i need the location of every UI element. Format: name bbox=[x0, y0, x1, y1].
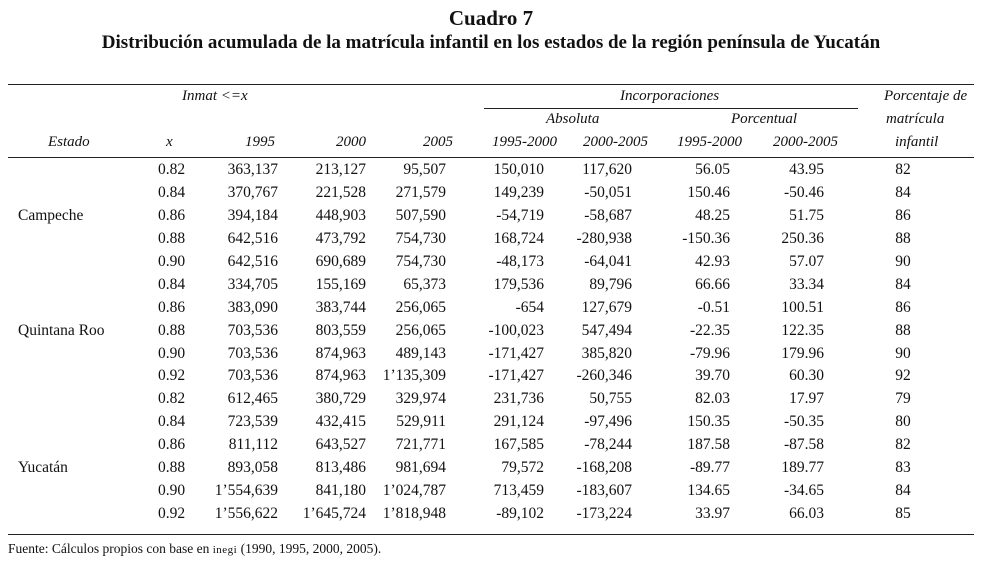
table-row bbox=[8, 342, 974, 365]
state-name bbox=[8, 502, 158, 525]
cell-value-1995: 703,536 bbox=[227, 367, 278, 385]
header-inmat: Inmat <=x bbox=[182, 88, 248, 104]
cell-abs-2000-2005: -97,496 bbox=[584, 413, 632, 431]
state-name bbox=[8, 159, 158, 182]
cell-abs-2000-2005: 50,755 bbox=[589, 390, 632, 408]
cell-value-2000: 874,963 bbox=[315, 367, 366, 385]
cell-pct-1995-2000: -89.77 bbox=[689, 459, 730, 477]
state-name bbox=[8, 365, 158, 388]
state-name: Yucatán bbox=[18, 459, 68, 477]
cell-porcentaje-matricula: 80 bbox=[895, 413, 911, 431]
cell-pct-2000-2005: 43.95 bbox=[789, 161, 824, 179]
header-abs-2000-2005: 2000-2005 bbox=[583, 134, 648, 150]
cell-value-2000: 1’645,724 bbox=[302, 504, 366, 522]
cell-abs-1995-2000: 167,585 bbox=[493, 436, 544, 454]
state-name bbox=[8, 411, 158, 434]
table-row bbox=[8, 205, 974, 228]
cell-value-1995: 703,536 bbox=[227, 344, 278, 362]
table-row bbox=[8, 411, 974, 434]
cell-value-2000: 813,486 bbox=[315, 459, 366, 477]
cell-porcentaje-matricula: 82 bbox=[895, 161, 911, 179]
incorporaciones-rule bbox=[484, 108, 858, 109]
cell-pct-2000-2005: 51.75 bbox=[789, 207, 824, 225]
table-row bbox=[8, 502, 974, 525]
cell-value-2000: 690,689 bbox=[315, 253, 366, 270]
cell-value-1995: 370,767 bbox=[227, 184, 278, 202]
cell-abs-2000-2005: -173,224 bbox=[576, 504, 632, 522]
cell-value-1995: 334,705 bbox=[227, 275, 278, 293]
cell-value-1995: 893,058 bbox=[227, 459, 278, 477]
cell-pct-2000-2005: 66.03 bbox=[789, 504, 824, 522]
cell-value-2005: 754,730 bbox=[395, 230, 446, 248]
cell-value-1995: 612,465 bbox=[227, 390, 278, 408]
cell-abs-1995-2000: 150,010 bbox=[493, 161, 544, 179]
cell-value-2005: 256,065 bbox=[395, 298, 446, 316]
cell-pct-2000-2005: 60.30 bbox=[789, 367, 824, 385]
cell-abs-1995-2000: -54,719 bbox=[496, 207, 544, 225]
header-absoluta: Absoluta bbox=[546, 111, 600, 127]
table-row bbox=[8, 319, 974, 342]
cell-abs-1995-2000: -89,102 bbox=[496, 504, 544, 522]
cell-abs-2000-2005: -58,687 bbox=[584, 207, 632, 225]
table-row bbox=[8, 228, 974, 251]
cell-pct-1995-2000: 150.35 bbox=[687, 413, 730, 431]
cell-value-2005: 754,730 bbox=[395, 253, 446, 270]
cell-value-1995: 394,184 bbox=[227, 207, 278, 225]
cell-pct-1995-2000: 48.25 bbox=[695, 207, 730, 225]
cell-abs-1995-2000: -100,023 bbox=[488, 321, 544, 339]
cell-value-2005: 981,694 bbox=[395, 459, 446, 477]
cell-abs-1995-2000: -171,427 bbox=[488, 367, 544, 385]
cell-pct-2000-2005: 179.96 bbox=[781, 344, 824, 362]
cell-porcentaje-matricula: 88 bbox=[895, 230, 911, 248]
cell-abs-1995-2000: -171,427 bbox=[488, 344, 544, 362]
cell-pct-2000-2005: -87.58 bbox=[783, 436, 824, 454]
header-porcentual: Porcentual bbox=[731, 111, 798, 127]
cell-value-2000: 841,180 bbox=[315, 481, 366, 499]
cell-pct-1995-2000: -0.51 bbox=[697, 298, 730, 316]
cell-pct-1995-2000: -79.96 bbox=[689, 344, 730, 362]
cell-value-2000: 473,792 bbox=[315, 230, 366, 248]
cell-abs-2000-2005: -64,041 bbox=[584, 253, 632, 270]
cell-abs-2000-2005: -183,607 bbox=[576, 481, 632, 499]
cell-value-2005: 1’135,309 bbox=[382, 367, 446, 385]
cell-x-value: 0.86 bbox=[158, 436, 186, 454]
cell-abs-1995-2000: -48,173 bbox=[496, 253, 544, 270]
cell-value-2000: 643,527 bbox=[315, 436, 366, 454]
table-row bbox=[8, 457, 974, 480]
cell-x-value: 0.92 bbox=[158, 367, 186, 385]
cell-value-1995: 1’554,639 bbox=[214, 481, 278, 499]
cell-value-2005: 271,579 bbox=[395, 184, 446, 202]
cell-value-2005: 95,507 bbox=[403, 161, 446, 179]
table-row bbox=[8, 182, 974, 205]
cell-porcentaje-matricula: 84 bbox=[895, 481, 911, 499]
cell-x-value: 0.82 bbox=[158, 161, 186, 179]
cell-x-value: 0.86 bbox=[158, 207, 186, 225]
cell-value-2000: 155,169 bbox=[315, 275, 366, 293]
cell-porcentaje-matricula: 79 bbox=[895, 390, 911, 408]
cell-value-1995: 363,137 bbox=[227, 161, 278, 179]
cell-x-value: 0.90 bbox=[158, 344, 186, 362]
cell-pct-2000-2005: 122.35 bbox=[781, 321, 824, 339]
cell-value-2005: 489,143 bbox=[395, 344, 446, 362]
header-incorporaciones: Incorporaciones bbox=[620, 88, 720, 104]
state-name: Quintana Roo bbox=[18, 321, 105, 339]
cell-pct-1995-2000: -22.35 bbox=[689, 321, 730, 339]
cell-pct-1995-2000: 39.70 bbox=[695, 367, 730, 385]
cell-value-2005: 256,065 bbox=[395, 321, 446, 339]
cell-porcentaje-matricula: 90 bbox=[895, 344, 911, 362]
cell-pct-2000-2005: 17.97 bbox=[789, 390, 824, 408]
cell-pct-1995-2000: 56.05 bbox=[695, 161, 730, 179]
cell-x-value: 0.90 bbox=[158, 481, 186, 499]
state-name bbox=[8, 479, 158, 502]
footnote-prefix: Fuente: Cálculos propios con base en bbox=[8, 541, 213, 556]
cell-porcentaje-matricula: 84 bbox=[895, 184, 911, 202]
header-porcentaje-line2: matrícula bbox=[886, 111, 945, 127]
cell-value-2005: 329,974 bbox=[395, 390, 446, 408]
cell-abs-2000-2005: -260,346 bbox=[576, 367, 632, 385]
cell-abs-2000-2005: -50,051 bbox=[584, 184, 632, 202]
state-name bbox=[8, 273, 158, 296]
header-porcentaje-line3: infantil bbox=[895, 134, 939, 150]
cell-value-2000: 432,415 bbox=[315, 413, 366, 431]
title-block bbox=[0, 6, 982, 55]
cell-value-2005: 65,373 bbox=[403, 275, 446, 293]
cell-x-value: 0.88 bbox=[158, 459, 186, 477]
cell-pct-2000-2005: 57.07 bbox=[789, 253, 824, 270]
source-footnote bbox=[8, 541, 381, 557]
cell-x-value: 0.88 bbox=[158, 230, 186, 248]
cell-porcentaje-matricula: 92 bbox=[895, 367, 911, 385]
header-porcentaje-line1: Porcentaje de bbox=[884, 88, 968, 104]
cell-abs-2000-2005: 547,494 bbox=[581, 321, 632, 339]
cell-x-value: 0.84 bbox=[158, 184, 186, 202]
cell-porcentaje-matricula: 86 bbox=[895, 207, 911, 225]
table-row bbox=[8, 273, 974, 296]
cell-abs-1995-2000: 291,124 bbox=[493, 413, 544, 431]
state-name bbox=[8, 296, 158, 319]
table-row bbox=[8, 296, 974, 319]
state-name bbox=[8, 434, 158, 457]
cell-value-2005: 507,590 bbox=[395, 207, 446, 225]
table-row bbox=[8, 365, 974, 388]
bottom-rule bbox=[8, 534, 974, 535]
header-estado: Estado bbox=[48, 134, 90, 150]
cell-porcentaje-matricula: 88 bbox=[895, 321, 911, 339]
header-bottom-rule bbox=[8, 157, 974, 158]
state-name bbox=[8, 342, 158, 365]
cell-x-value: 0.86 bbox=[158, 298, 186, 316]
table-number: Cuadro 7 bbox=[448, 6, 534, 30]
header-pct-1995-2000: 1995-2000 bbox=[677, 134, 742, 150]
header-1995: 1995 bbox=[245, 134, 275, 150]
cell-value-1995: 642,516 bbox=[227, 253, 278, 270]
cell-abs-2000-2005: -168,208 bbox=[576, 459, 632, 477]
cell-value-2005: 1’818,948 bbox=[382, 504, 446, 522]
footnote-source: inegi bbox=[212, 544, 238, 556]
header-2000: 2000 bbox=[336, 134, 366, 150]
cell-porcentaje-matricula: 83 bbox=[895, 459, 911, 477]
table-row bbox=[8, 159, 974, 182]
cell-abs-2000-2005: -280,938 bbox=[576, 230, 632, 248]
cell-abs-2000-2005: 89,796 bbox=[589, 275, 632, 293]
table-title: Distribución acumulada de la matrícula infantil en los estados de la región península de Yucatán bbox=[101, 32, 881, 53]
cell-value-1995: 723,539 bbox=[227, 413, 278, 431]
cell-pct-1995-2000: 66.66 bbox=[695, 275, 730, 293]
cell-porcentaje-matricula: 90 bbox=[895, 253, 911, 270]
state-name bbox=[8, 251, 158, 274]
cell-value-1995: 383,090 bbox=[227, 298, 278, 316]
cell-pct-1995-2000: 134.65 bbox=[687, 481, 730, 499]
cell-value-2000: 213,127 bbox=[315, 161, 366, 179]
cell-pct-2000-2005: -50.35 bbox=[783, 413, 824, 431]
header-pct-2000-2005: 2000-2005 bbox=[773, 134, 838, 150]
cell-abs-2000-2005: 117,620 bbox=[582, 161, 632, 179]
table-row bbox=[8, 388, 974, 411]
cell-pct-2000-2005: -34.65 bbox=[783, 481, 824, 499]
cell-porcentaje-matricula: 85 bbox=[895, 504, 911, 522]
cell-abs-1995-2000: -654 bbox=[515, 298, 544, 316]
cell-abs-1995-2000: 149,239 bbox=[493, 184, 544, 202]
cell-abs-2000-2005: 385,820 bbox=[581, 344, 632, 362]
cell-value-2000: 803,559 bbox=[315, 321, 366, 339]
state-name bbox=[8, 228, 158, 251]
cell-pct-2000-2005: 100.51 bbox=[781, 298, 824, 316]
cell-abs-1995-2000: 713,459 bbox=[493, 481, 544, 499]
cell-value-2000: 874,963 bbox=[315, 344, 366, 362]
cell-pct-1995-2000: 42.93 bbox=[695, 253, 730, 270]
cell-pct-2000-2005: -50.46 bbox=[783, 184, 824, 202]
cell-pct-1995-2000: 33.97 bbox=[695, 504, 730, 522]
cell-porcentaje-matricula: 86 bbox=[895, 298, 911, 316]
cell-abs-1995-2000: 179,536 bbox=[493, 275, 544, 293]
cell-value-1995: 811,112 bbox=[228, 436, 278, 454]
header-abs-1995-2000: 1995-2000 bbox=[492, 134, 557, 150]
cell-pct-1995-2000: -150.36 bbox=[682, 230, 730, 248]
cell-abs-1995-2000: 79,572 bbox=[501, 459, 544, 477]
data-table bbox=[8, 159, 974, 525]
cell-value-2000: 380,729 bbox=[315, 390, 366, 408]
cell-abs-2000-2005: 127,679 bbox=[581, 298, 632, 316]
cell-x-value: 0.84 bbox=[158, 413, 186, 431]
cell-pct-2000-2005: 250.36 bbox=[781, 230, 824, 248]
cell-value-1995: 1’556,622 bbox=[214, 504, 278, 522]
cell-porcentaje-matricula: 82 bbox=[895, 436, 911, 454]
header-2005: 2005 bbox=[423, 134, 453, 150]
cell-abs-1995-2000: 168,724 bbox=[493, 230, 544, 248]
cell-value-1995: 703,536 bbox=[227, 321, 278, 339]
cell-value-1995: 642,516 bbox=[227, 230, 278, 248]
cell-abs-2000-2005: -78,244 bbox=[584, 436, 632, 454]
state-name bbox=[8, 388, 158, 411]
cell-value-2005: 721,771 bbox=[395, 436, 446, 454]
footnote-suffix: (1990, 1995, 2000, 2005). bbox=[237, 541, 382, 556]
cell-x-value: 0.92 bbox=[158, 504, 186, 522]
cell-pct-1995-2000: 82.03 bbox=[695, 390, 730, 408]
cell-x-value: 0.88 bbox=[158, 321, 186, 339]
top-rule bbox=[8, 84, 974, 85]
cell-pct-2000-2005: 33.34 bbox=[789, 275, 824, 293]
cell-value-2000: 448,903 bbox=[315, 207, 366, 225]
cell-x-value: 0.84 bbox=[158, 275, 186, 293]
cell-value-2000: 383,744 bbox=[315, 298, 366, 316]
cell-x-value: 0.90 bbox=[158, 253, 186, 270]
state-name bbox=[8, 182, 158, 205]
table-row bbox=[8, 251, 974, 274]
table-row bbox=[8, 479, 974, 502]
cell-porcentaje-matricula: 84 bbox=[895, 275, 911, 293]
cell-abs-1995-2000: 231,736 bbox=[493, 390, 544, 408]
state-name: Campeche bbox=[18, 207, 84, 225]
cell-value-2000: 221,528 bbox=[315, 184, 366, 202]
table-row bbox=[8, 434, 974, 457]
header-x: x bbox=[166, 134, 173, 150]
cell-value-2005: 1’024,787 bbox=[382, 481, 446, 499]
cell-x-value: 0.82 bbox=[158, 390, 186, 408]
cell-pct-1995-2000: 150.46 bbox=[687, 184, 730, 202]
cell-pct-1995-2000: 187.58 bbox=[687, 436, 730, 454]
cell-value-2005: 529,911 bbox=[396, 413, 446, 431]
cell-pct-2000-2005: 189.77 bbox=[781, 459, 824, 477]
